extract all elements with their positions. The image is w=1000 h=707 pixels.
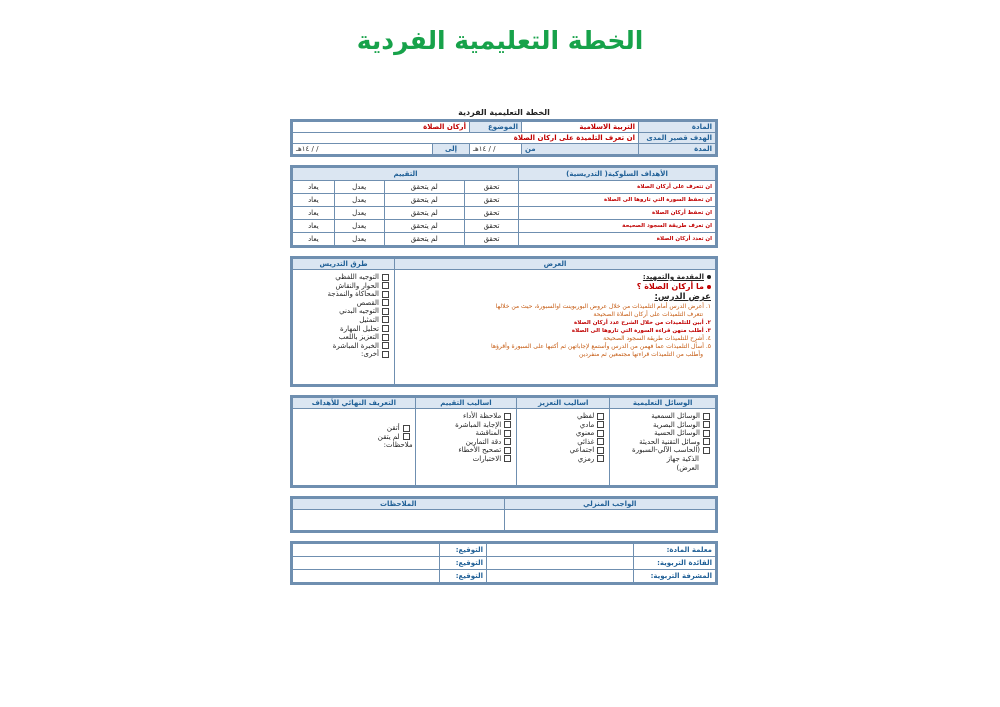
reinforce-item[interactable]: غذائي	[519, 438, 607, 447]
header-block	[290, 119, 718, 157]
eval-not-achieved: لم يتحقق	[384, 220, 464, 233]
assess-item[interactable]: الإجابة المباشرة	[418, 421, 515, 430]
aid-item[interactable]: الوسائل البصرية	[612, 421, 713, 430]
aid-item-continued: الذكية جهاز	[666, 454, 699, 463]
lesson-step: ١. أعرض الدرس أمام التلميذات من خلال عروض البوربوينت اوالسبورة، حيث من خلالها	[495, 303, 711, 310]
signature-role: المشرفة التربوية:	[634, 570, 716, 583]
final-list	[293, 409, 416, 486]
checkbox-icon[interactable]	[597, 413, 604, 420]
reinforce-item[interactable]: رمزي	[519, 455, 607, 464]
subject-label: المادة	[639, 122, 716, 133]
checkbox-icon[interactable]	[504, 430, 511, 437]
signature-label: التوقيع:	[440, 570, 487, 583]
lesson-step: ٢. أبين للتلميذات من خلال الشرح عدد أركان الصلاة	[574, 320, 711, 326]
checkbox-icon[interactable]	[703, 447, 710, 454]
eval-modify: يعدل	[334, 194, 384, 207]
evaluation-title: التقييم	[293, 168, 519, 181]
eval-repeat: يعاد	[293, 233, 335, 246]
eval-repeat: يعاد	[293, 181, 335, 194]
homework-block	[290, 496, 718, 533]
signature-role: القائدة التربوية:	[634, 557, 716, 570]
display-title: العرض	[395, 259, 716, 270]
objective-item: ان تعدد أركان الصلاة	[519, 233, 716, 246]
eval-modify: يعدل	[334, 181, 384, 194]
eval-modify: يعدل	[334, 207, 384, 220]
notes-title: الملاحظات	[293, 499, 505, 510]
objective-item: ان تعرف طريقة السجود الصحيحة	[519, 220, 716, 233]
intro-label: المقدمة والتمهيد:	[642, 273, 704, 281]
signature-label: التوقيع:	[440, 557, 487, 570]
method-item[interactable]: التعزيز باللعب	[295, 333, 392, 342]
aids-title: الوسائل التعليمية	[610, 398, 716, 409]
checkbox-icon[interactable]	[703, 438, 710, 445]
notes-label: ملاحظات:	[383, 441, 413, 450]
checkbox-icon[interactable]	[382, 316, 389, 323]
method-item[interactable]: التوجيه اللفظي	[295, 273, 392, 282]
signature-field[interactable]	[293, 544, 440, 557]
homework-field[interactable]	[504, 510, 716, 531]
checkbox-icon[interactable]	[703, 421, 710, 428]
reinforce-title: اساليب التعزيز	[517, 398, 610, 409]
eval-modify: يعدل	[334, 220, 384, 233]
lesson-step: وأطلب من التلميذات قراءتها مجتمعين ثم منفردين	[579, 351, 703, 358]
method-item[interactable]: الحوار والنقاش	[295, 282, 392, 291]
sheet-title: الخطة التعليمية الفردية	[458, 108, 550, 117]
checkbox-icon[interactable]	[504, 413, 511, 420]
checkbox-icon[interactable]	[597, 455, 604, 462]
duration-label: المدة	[639, 144, 716, 155]
signature-role: معلمة المادة:	[634, 544, 716, 557]
reinforce-item[interactable]: لفظي	[519, 412, 607, 421]
method-item[interactable]: الخبرة المباشرة	[295, 342, 392, 351]
assess-item[interactable]: ملاحظة الأداء	[418, 412, 515, 421]
checkbox-icon[interactable]	[504, 421, 511, 428]
to-value: / / ١٤هـ	[293, 144, 433, 155]
assess-item[interactable]: تصحيح الأخطاء	[418, 446, 515, 455]
checkbox-icon[interactable]	[597, 438, 604, 445]
aid-item[interactable]: الوسائل السمعية	[612, 412, 713, 421]
assess-item[interactable]: المناقشة	[418, 429, 515, 438]
checkbox-icon[interactable]	[382, 325, 389, 332]
final-item[interactable]: لم يتقن	[295, 433, 413, 442]
checkbox-icon[interactable]	[504, 438, 511, 445]
assess-list	[415, 409, 517, 486]
methods-title: طرق التدريس	[293, 259, 395, 270]
eval-not-achieved: لم يتحقق	[384, 194, 464, 207]
from-value: / / ١٤هـ	[470, 144, 522, 155]
signature-name-field[interactable]	[487, 570, 634, 583]
eval-modify: يعدل	[334, 233, 384, 246]
aid-item[interactable]: وسائل التقنية الحديثة	[612, 438, 713, 447]
homework-title: الواجب المنزلي	[504, 499, 716, 510]
plan-sheet	[290, 108, 718, 593]
methods-list	[293, 270, 395, 385]
aid-item-continued: العرض)	[676, 463, 699, 472]
notes-field[interactable]	[293, 510, 505, 531]
method-item[interactable]: القصص	[295, 299, 392, 308]
final-spacer	[295, 412, 413, 424]
signature-field[interactable]	[293, 557, 440, 570]
lesson-step: ٤. أشرح للتلميذات طريقة السجود الصحيحة	[603, 335, 711, 342]
short-goal-value: ان تعرف التلميذة على اركان الصلاة	[293, 133, 639, 144]
resources-block	[290, 395, 718, 488]
checkbox-icon[interactable]	[382, 342, 389, 349]
method-item[interactable]: أخرى:	[295, 350, 392, 359]
lesson-step: تتعرف التلميذات على أركان الصلاة الصحيحة	[593, 311, 703, 318]
eval-not-achieved: لم يتحقق	[384, 181, 464, 194]
eval-achieved: تحقق	[464, 181, 518, 194]
checkbox-icon[interactable]	[382, 274, 389, 281]
signature-name-field[interactable]	[487, 544, 634, 557]
topic-label: الموضوع	[470, 122, 522, 133]
signature-field[interactable]	[293, 570, 440, 583]
method-item[interactable]: المحاكاة والنمذجة	[295, 290, 392, 299]
method-item[interactable]: تحليل المهارة	[295, 325, 392, 334]
signatures-block	[290, 541, 718, 585]
checkbox-icon[interactable]	[597, 447, 604, 454]
aid-item[interactable]: (الحاسب الآلي-السبورة	[612, 446, 713, 455]
aid-item[interactable]: الوسائل الحسية	[612, 429, 713, 438]
final-title: التعريف النهائي للأهداف	[293, 398, 416, 409]
lesson-step: ٥. أسأل التلميذات عما فهمن من الدرس وأستمع لإجاباتهن ثم أكتبها على السبورة وأقرؤها	[491, 343, 711, 350]
eval-not-achieved: لم يتحقق	[384, 207, 464, 220]
method-item[interactable]: التوجيه البدني	[295, 307, 392, 316]
checkbox-icon[interactable]	[382, 334, 389, 341]
objective-item: ان تتعرف على أركان الصلاة	[519, 181, 716, 194]
method-item[interactable]: التمثيل	[295, 316, 392, 325]
checkbox-icon[interactable]	[382, 308, 389, 315]
objective-item: ان تحفظ أركان الصلاة	[519, 207, 716, 220]
checkbox-icon[interactable]	[403, 425, 410, 432]
reinforce-item[interactable]: معنوي	[519, 429, 607, 438]
checkbox-icon[interactable]	[382, 299, 389, 306]
bullet-icon	[707, 275, 711, 279]
checkbox-icon[interactable]	[403, 433, 410, 440]
reinforce-item[interactable]: مادي	[519, 421, 607, 430]
from-label: من	[522, 144, 639, 155]
final-item[interactable]: أتقن	[295, 424, 413, 433]
objective-item: ان تحفظ السورة التي تاروها الى الصلاة	[519, 194, 716, 207]
eval-repeat: يعاد	[293, 194, 335, 207]
bullet-icon	[707, 285, 711, 289]
eval-repeat: يعاد	[293, 220, 335, 233]
lesson-label: عرض الدرس:	[654, 292, 711, 302]
signature-label: التوقيع:	[440, 544, 487, 557]
lesson-question: ما أركان الصلاة ؟	[636, 282, 704, 291]
subject-value: التربية الاسلامية	[522, 122, 639, 133]
eval-achieved: تحقق	[464, 233, 518, 246]
eval-achieved: تحقق	[464, 220, 518, 233]
checkbox-icon[interactable]	[703, 430, 710, 437]
checkbox-icon[interactable]	[504, 447, 511, 454]
checkbox-icon[interactable]	[597, 430, 604, 437]
lesson-content	[395, 270, 716, 385]
checkbox-icon[interactable]	[597, 421, 604, 428]
eval-not-achieved: لم يتحقق	[384, 233, 464, 246]
eval-repeat: يعاد	[293, 207, 335, 220]
checkbox-icon[interactable]	[504, 455, 511, 462]
eval-achieved: تحقق	[464, 194, 518, 207]
objectives-title: الأهداف السلوكية( التدريسية)	[519, 168, 716, 181]
reinforce-list	[517, 409, 610, 486]
assess-item[interactable]: الاختبارات	[418, 455, 515, 464]
checkbox-icon[interactable]	[703, 413, 710, 420]
topic-value: أركان الصلاة	[293, 122, 470, 133]
assess-title: اساليب التقييم	[415, 398, 517, 409]
eval-achieved: تحقق	[464, 207, 518, 220]
page-title: الخطة التعليمية الفردية	[356, 26, 644, 55]
short-goal-label: الهدف قصير المدى	[639, 133, 716, 144]
checkbox-icon[interactable]	[382, 282, 389, 289]
checkbox-icon[interactable]	[382, 351, 389, 358]
signature-name-field[interactable]	[487, 557, 634, 570]
assess-item[interactable]: دقة التمارين	[418, 438, 515, 447]
objectives-block	[290, 165, 718, 248]
reinforce-item[interactable]: اجتماعي	[519, 446, 607, 455]
checkbox-icon[interactable]	[382, 291, 389, 298]
display-block	[290, 256, 718, 387]
aids-list	[610, 409, 716, 486]
to-label: إلى	[433, 144, 470, 155]
lesson-step: ٣. أطلب منهن قراءة السورة التي تاروها الى الصلاة	[571, 328, 711, 334]
